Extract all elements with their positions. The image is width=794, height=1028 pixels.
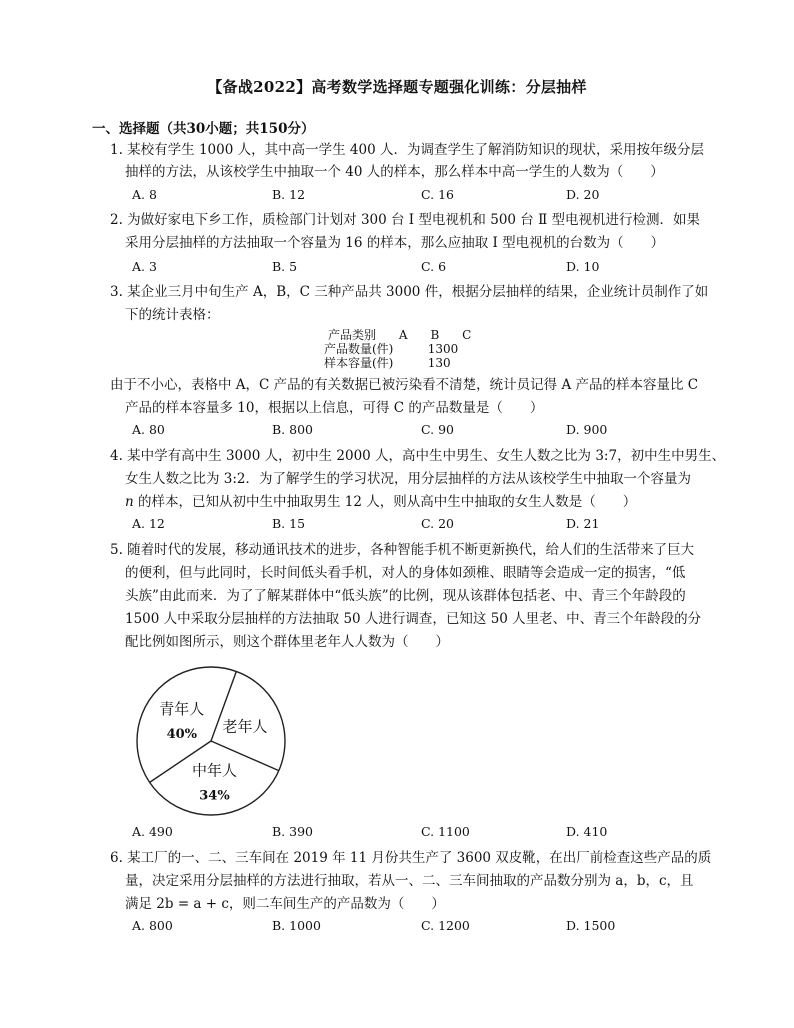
q5-line-1: 5. 随着时代的发展，移动通讯技术的进步，各种智能手机不断更新换代，给人们的生活带来了巨大 — [110, 542, 695, 558]
q3-option-d[interactable]: D. 900 — [566, 422, 608, 437]
q6-option-b[interactable]: B. 1000 — [272, 918, 321, 933]
q6-line-3: 满足 2b = a + c，则二车间生产的产品数为（ ） — [125, 896, 445, 912]
q3-option-c[interactable]: C. 90 — [421, 422, 454, 437]
q4-option-c[interactable]: C. 20 — [421, 516, 454, 531]
q4-line-3-text: 的样本，已知从初中生中抽取男生 12 人，则从高中生中抽取的女生人数是（ ） — [138, 494, 637, 510]
section-heading: 一、选择题（共30小题；共150分） — [92, 121, 315, 137]
q1-option-d[interactable]: D. 20 — [566, 187, 600, 202]
q2-option-c[interactable]: C. 6 — [421, 259, 447, 274]
q5-option-b[interactable]: B. 390 — [272, 824, 313, 839]
q4-line-1: 4. 某中学有高中生 3000 人，初中生 2000 人，高中生中男生、女生人数之比为 3:7，初中生中男生、 — [110, 448, 726, 464]
q5-pie-chart — [131, 666, 291, 816]
q1-option-b[interactable]: B. 12 — [272, 187, 306, 202]
q1-line-1: 1. 某校有学生 1000 人，其中高一学生 400 人．为调查学生了解消防知识的现状，采用按年级分层 — [110, 142, 704, 158]
q3-after-line-1: 由于不小心，表格中 A，C 产品的有关数据已被污染看不清楚，统计员记得 A 产品的样本容量比 C — [110, 377, 699, 393]
page-title: 【备战2022】高考数学选择题专题强化训练：分层抽样 — [207, 78, 587, 96]
q3-table-row-quantity: 产品数量(件) 1300 — [324, 342, 459, 356]
pie-label-middle-aged: 中年人 — [191, 761, 238, 780]
q4-line-3 — [125, 492, 636, 512]
q5-option-c[interactable]: C. 1100 — [421, 824, 470, 839]
q1-option-a[interactable]: A. 8 — [132, 187, 157, 202]
q3-line-1: 3. 某企业三月中旬生产 A，B，C 三种产品共 3000 件，根据分层抽样的结果，企业统计员制作了如 — [110, 284, 709, 300]
q4-option-a[interactable]: A. 12 — [132, 516, 165, 531]
q2-line-2: 采用分层抽样的方法抽取一个容量为 16 的样本，那么应抽取 Ⅰ 型电视机的台数为（ ） — [125, 235, 665, 251]
q2-option-b[interactable]: B. 5 — [272, 259, 298, 274]
q5-option-d[interactable]: D. 410 — [566, 824, 608, 839]
pie-label-youth: 青年人 — [159, 700, 205, 719]
q6-line-1: 6. 某工厂的一、二、三车间在 2019 年 11 月份共生产了 3600 双皮靴，在出厂前检查这些产品的质 — [110, 850, 712, 866]
q6-option-a[interactable]: A. 800 — [132, 918, 173, 933]
q5-option-a[interactable]: A. 490 — [132, 824, 173, 839]
q3-option-a[interactable]: A. 80 — [132, 422, 165, 437]
q3-after-line-2: 产品的样本容量多 10，根据以上信息，可得 C 的产品数量是（ ） — [125, 400, 544, 416]
pie-value-label-middle-aged: 34% — [199, 788, 230, 804]
q5-line-2: 的便利，但与此同时，长时间低头看手机，对人的身体如颈椎、眼睛等会造成一定的损害，“低 — [125, 565, 686, 581]
q2-option-d[interactable]: D. 10 — [566, 259, 600, 274]
q3-line-2: 下的统计表格： — [125, 307, 220, 323]
q6-line-2: 量，决定采用分层抽样的方法进行抽取，若从一、二、三车间抽取的产品数分别为 a，b，c，且 — [125, 873, 694, 889]
q6-option-d[interactable]: D. 1500 — [566, 918, 616, 933]
q5-line-4: 1500 人中采取分层抽样的方法抽取 50 人进行调查，已知这 50 人里老、中、青三个年龄段的分 — [125, 611, 702, 627]
q1-line-2: 抽样的方法，从该校学生中抽取一个 40 人的样本，那么样本中高一学生的人数为（ ） — [125, 164, 664, 180]
q5-line-5: 配比例如图所示，则这个群体里老年人人数为（ ） — [125, 634, 449, 650]
pie-value-label-youth: 40% — [166, 727, 198, 743]
pie-label-elderly: 老年人 — [222, 717, 268, 736]
q4-option-b[interactable]: B. 15 — [272, 516, 306, 531]
q3-option-b[interactable]: B. 800 — [272, 422, 313, 437]
q4-line-2: 女生人数之比为 3:2．为了解学生的学习状况，用分层抽样的方法从该校学生中抽取一个容量为 — [125, 471, 692, 487]
q3-table-row-category: 产品类别 A B C — [328, 328, 472, 342]
q3-table-row-sample: 样本容量(件) 130 — [324, 356, 451, 370]
q4-option-d[interactable]: D. 21 — [566, 516, 600, 531]
q4-variable-n: n — [125, 494, 134, 510]
q5-line-3: 头族”由此而来．为了了解某群体中“低头族”的比例，现从该群体包括老、中、青三个年龄段的 — [125, 588, 686, 604]
q1-option-c[interactable]: C. 16 — [421, 187, 454, 202]
q2-line-1: 2. 为做好家电下乡工作，质检部门计划对 300 台 Ⅰ 型电视机和 500 台 Ⅱ 型电视机进行检测．如果 — [110, 212, 701, 228]
q6-option-c[interactable]: C. 1200 — [421, 918, 470, 933]
q2-option-a[interactable]: A. 3 — [132, 259, 157, 274]
